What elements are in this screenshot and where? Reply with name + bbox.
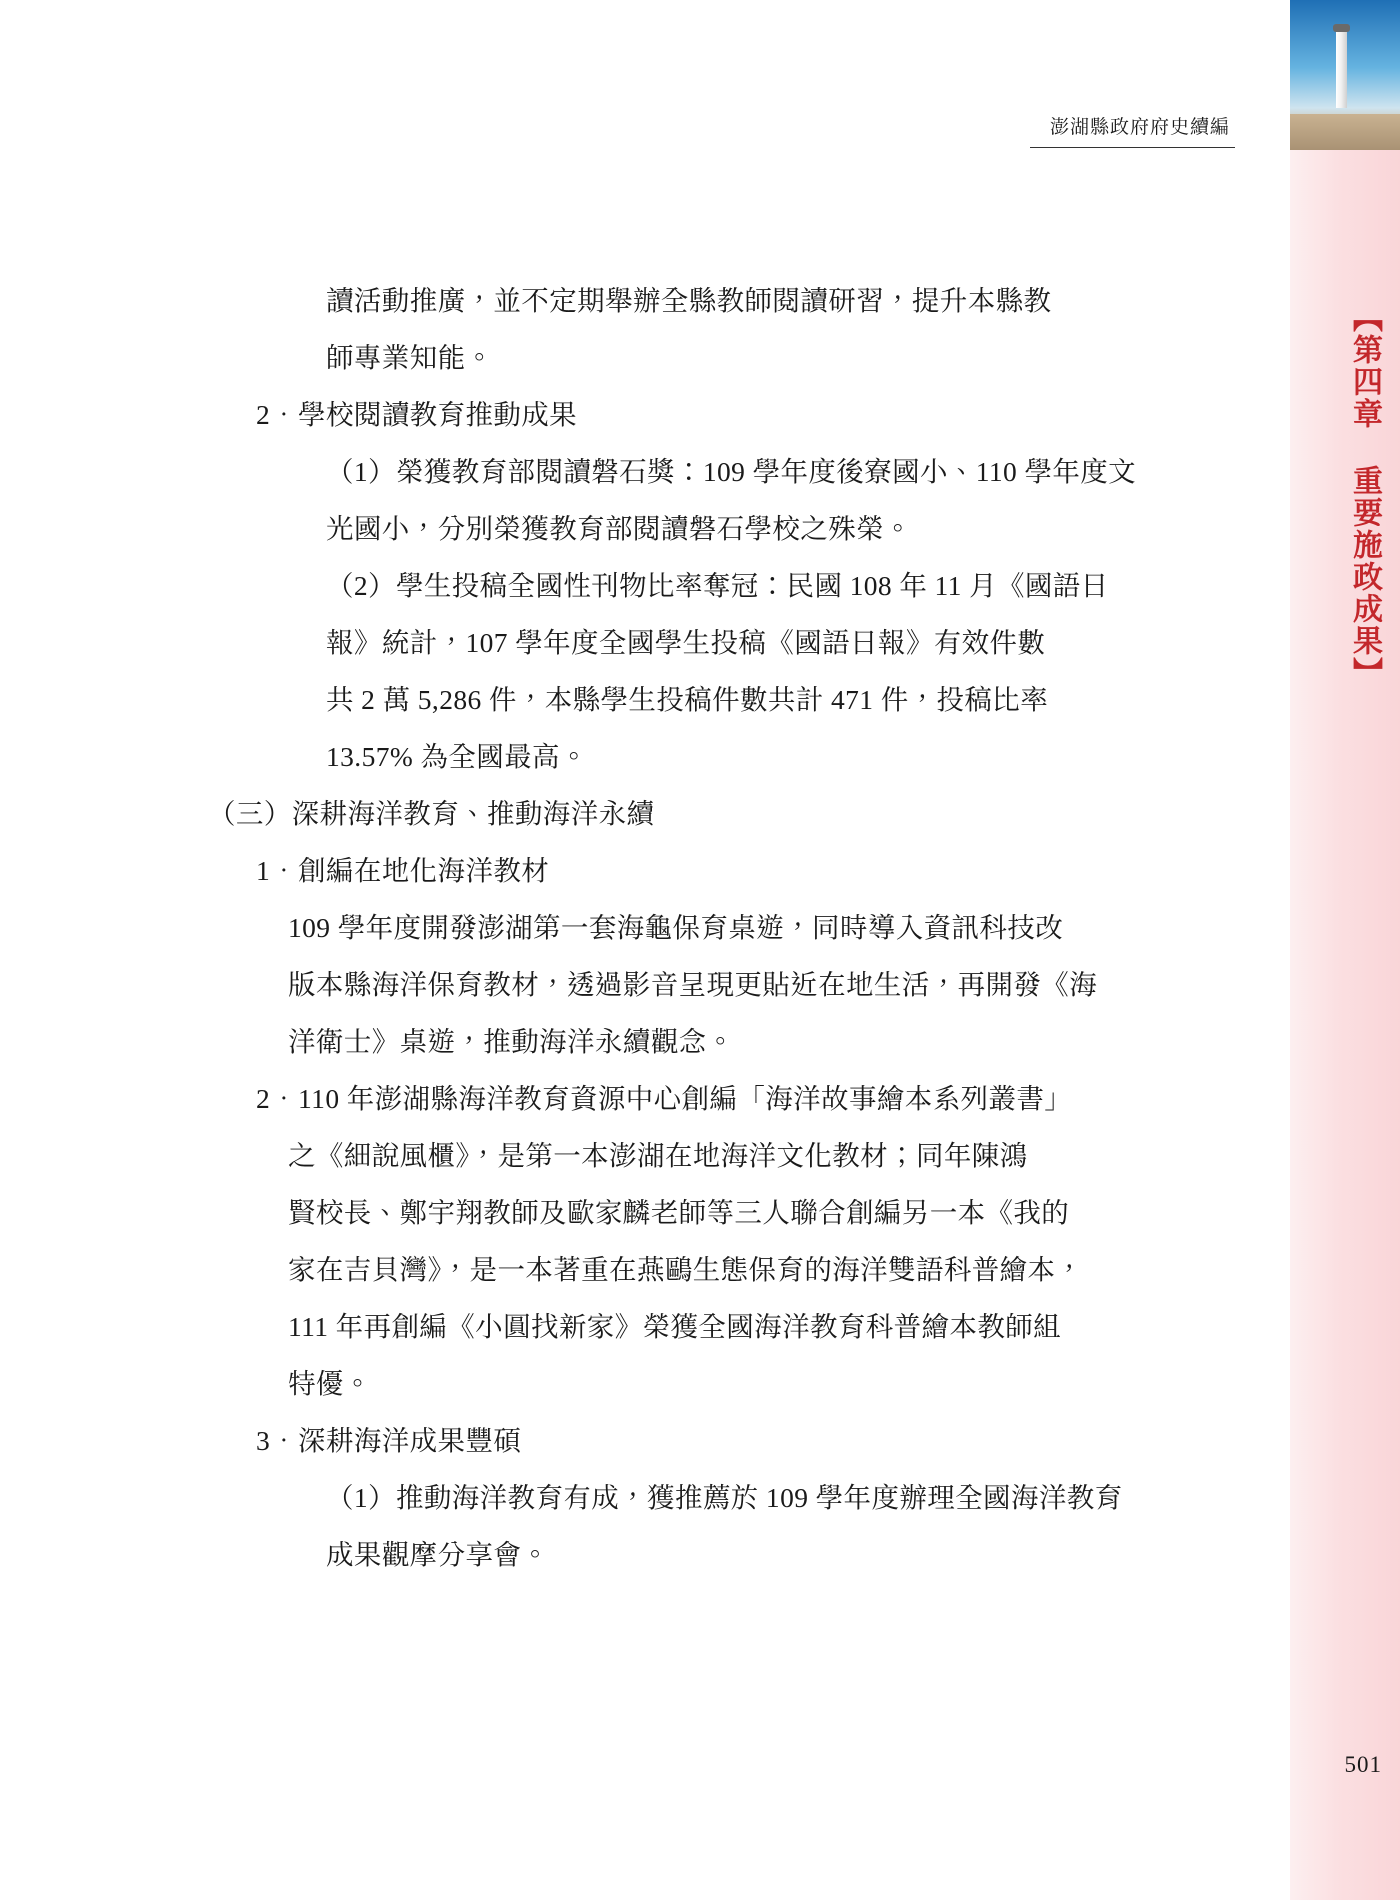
running-header: 澎湖縣政府府史續編 (1049, 117, 1230, 138)
text-line: 賢校長、鄭宇翔教師及歐家麟老師等三人聯合創編另一本《我的 (288, 1197, 1070, 1228)
text-line: 109 學年度開發澎湖第一套海龜保育桌遊，同時導入資訊科技改 (288, 912, 1064, 943)
body-text-column (208, 272, 1248, 1583)
text-line: 13.57% 為全國最高。 (326, 741, 588, 772)
list-item: 1．創編在地化海洋教材 (256, 855, 550, 886)
text-line: 家在吉貝灣》，是一本著重在燕鷗生態保育的海洋雙語科普繪本， (288, 1254, 1084, 1285)
text-line: 洋衛士》桌遊，推動海洋永續觀念。 (288, 1026, 735, 1057)
side-decoration-band (1290, 0, 1400, 1900)
list-item: 2．110 年澎湖縣海洋教育資源中心創編「海洋故事繪本系列叢書」 (256, 1083, 1073, 1114)
lighthouse-photo (1290, 0, 1400, 150)
shore-shape (1290, 114, 1400, 150)
text-line: 讀活動推廣，並不定期舉辦全縣教師閱讀研習，提升本縣教 (326, 285, 1052, 316)
header-rule (1030, 147, 1235, 148)
list-item: （2）學生投稿全國性刊物比率奪冠：民國 108 年 11 月《國語日 (326, 570, 1109, 601)
text-line: 之《細說風櫃》，是第一本澎湖在地海洋文化教材；同年陳鴻 (288, 1140, 1028, 1171)
section-heading: （三）深耕海洋教育、推動海洋永續 (208, 798, 655, 829)
text-line: 師專業知能。 (326, 342, 494, 373)
page-number: 501 (1344, 1752, 1382, 1777)
text-line: 版本縣海洋保育教材，透過影音呈現更貼近在地生活，再開發《海 (288, 969, 1098, 1000)
list-item: 3．深耕海洋成果豐碩 (256, 1425, 522, 1456)
text-line: 成果觀摩分享會。 (326, 1539, 550, 1570)
list-item: （1）推動海洋教育有成，獲推薦於 109 學年度辦理全國海洋教育 (326, 1482, 1123, 1513)
text-line: 報》統計，107 學年度全國學生投稿《國語日報》有效件數 (326, 627, 1046, 658)
text-line: 特優。 (288, 1368, 372, 1399)
text-line: 共 2 萬 5,286 件，本縣學生投稿件數共計 471 件，投稿比率 (326, 684, 1049, 715)
text-line: 111 年再創編《小圓找新家》榮獲全國海洋教育科普繪本教師組 (288, 1311, 1062, 1342)
list-item: （1）榮獲教育部閱讀磐石獎：109 學年度後寮國小、110 學年度文 (326, 456, 1137, 487)
text-line: 光國小，分別榮獲教育部閱讀磐石學校之殊榮。 (326, 513, 912, 544)
chapter-tab-label: 【第四章 重要施政成果】 (1348, 301, 1381, 689)
list-item: 2．學校閱讀教育推動成果 (256, 399, 578, 430)
lighthouse-icon (1336, 30, 1347, 108)
